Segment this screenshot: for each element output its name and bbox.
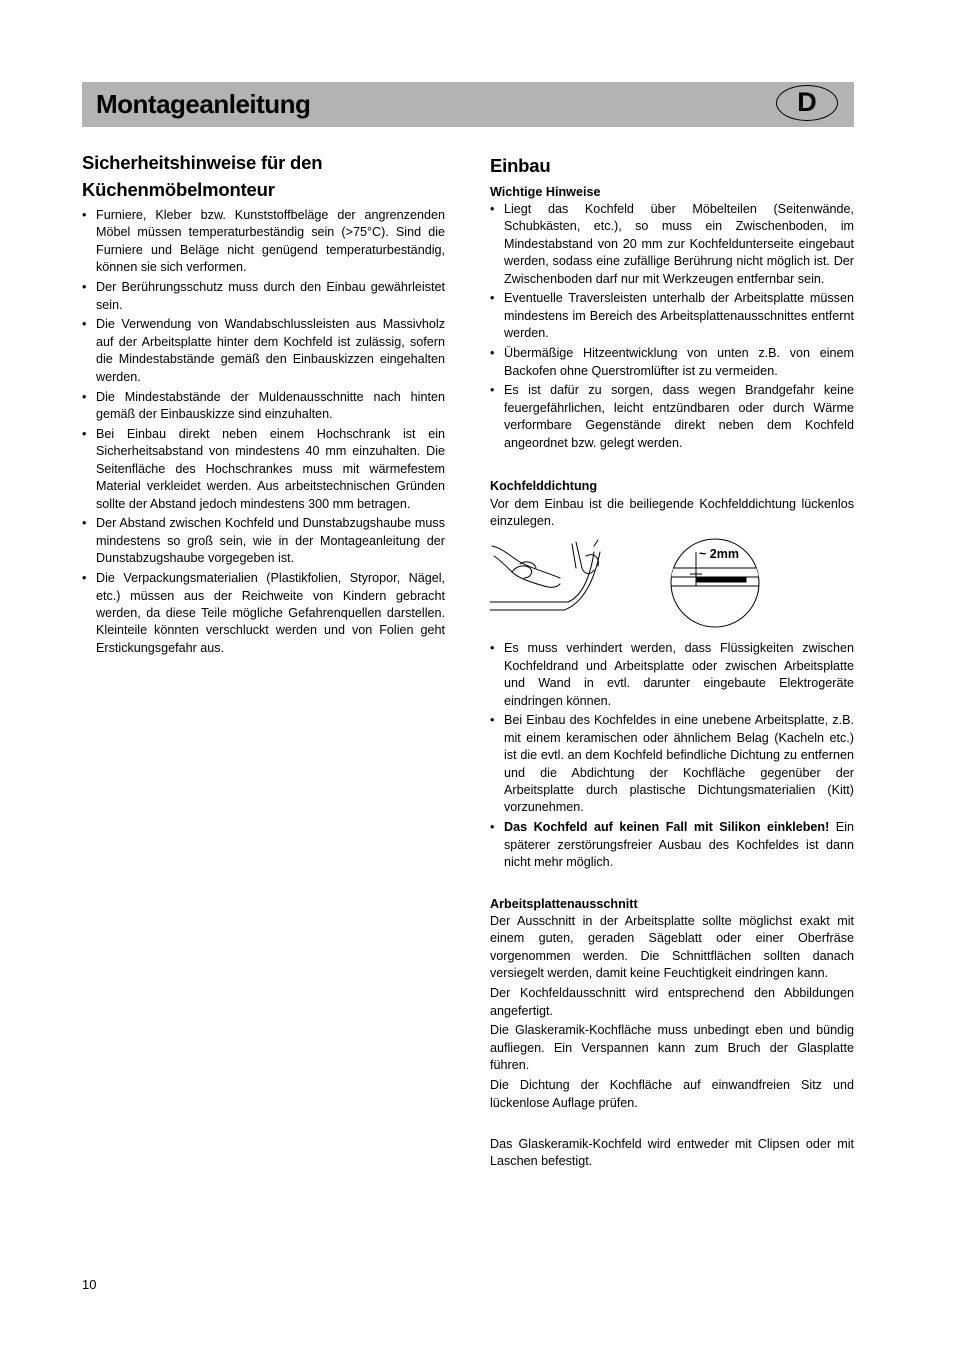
list-item [490, 819, 854, 871]
paragraph: Der Kochfeldausschnitt wird entsprechend den Abbildungen angefertigt. [490, 986, 854, 1018]
list-item: • Es ist dafür zu sorgen, dass wegen Brandgefahr keine feuergefährlichen, leicht entzündbaren oder durch Wärme verformbare Gegenstände direkt neben dem Kochfeld angeordnet bzw. gelegt werden. [490, 382, 854, 452]
list-item: • Bei Einbau des Kochfeldes in eine unebene Arbeitsplatte, z.B. mit einem keramischen oder ähnlichem Belag (Kacheln etc.) ist die evtl. an dem Kochfeld befindliche Dichtung zu entfernen und die Abdichtung der Kochfläche gegenüber der Arbeitsplatte durch plastische Dichtungsmaterialien (Kitt) vorzunehmen. [490, 712, 854, 816]
safety-heading: Sicherheitshinweise für den Küchenmöbelmonteur [82, 152, 323, 200]
silicone-warning-detail: Ein späterer zerstörungsfreier Ausbau des Kochfeldes ist dann nicht mehr möglich. [504, 820, 854, 870]
header-bar [82, 82, 854, 127]
list-item: • Der Abstand zwischen Kochfeld und Dunstabzugshaube muss mindestens so groß sein, wie in der Montageanleitung der Dunstabzugshaube vorgegeben ist. [82, 515, 445, 567]
safety-list [82, 207, 445, 657]
list-item: • Furniere, Kleber bzw. Kunststoffbeläge der angrenzenden Möbel müssen temperaturbeständig sein (>75°C). Sind die Furniere und Beläge nicht genügend temperaturbeständig, können sie sich verformen. [82, 207, 445, 277]
wichtige-hinweise-list [490, 201, 854, 452]
list-item: • Übermäßige Hitzeentwicklung von unten z.B. von einem Backofen ohne Querstromlüfter ist zu vermeiden. [490, 345, 854, 380]
list-item: • Die Verwendung von Wandabschlussleisten aus Massivholz auf der Arbeitsplatte hinter dem Kochfeld ist zulässig, sofern die Mindestabstände gemäß den Einbauskizzen eingehalten werden. [82, 316, 445, 386]
arbeitsplattenausschnitt-subheading: Arbeitsplattenausschnitt [490, 896, 638, 911]
paragraph: Der Ausschnitt in der Arbeitsplatte sollte möglichst exakt mit einem guten, geraden Sägeblatt oder einer Oberfräse vorgenommen werden. Die Schnittflächen sollten danach versiegelt werden, damit keine Feuchtigkeit eindringen kann. [490, 914, 854, 981]
kochfelddichtung-intro: Vor dem Einbau ist die beiliegende Kochfelddichtung lückenlos einzulegen. [490, 496, 854, 528]
mounting-note: Das Glaskeramik-Kochfeld wird entweder mit Clipsen oder mit Laschen befestigt. [490, 1136, 854, 1169]
list-item: • Die Mindestabstände der Muldenausschnitte nach hinten gemäß der Einbauskizze sind einzuhalten. [82, 389, 445, 424]
left-column [82, 150, 445, 660]
paragraph: Die Dichtung der Kochfläche auf einwandfreien Sitz und lückenlose Auflage prüfen. [490, 1078, 854, 1110]
gasket-insertion-illustration [490, 538, 610, 622]
silicone-warning: Das Kochfeld auf keinen Fall mit Silikon einkleben! [504, 820, 830, 835]
list-item: • Die Verpackungsmaterialien (Plastikfolien, Styropor, Nägel, etc.) müssen aus der Reichweite von Kindern gebracht werden, da diese Teile mögliche Gefahrenquellen darstellen. Kleinteile könnten verschluckt werden und von Folien geht Erstickungsgefahr aus. [82, 570, 445, 657]
page-title: Montageanleitung [96, 89, 311, 119]
list-item: • Der Berührungsschutz muss durch den Einbau gewährleistet sein. [82, 279, 445, 314]
right-column [490, 150, 854, 1173]
list-item: • Eventuelle Traversleisten unterhalb der Arbeitsplatte müssen mindestens im Bereich des Arbeitsplattenausschnittes entfernt werden. [490, 290, 854, 342]
list-item: • Es muss verhindert werden, dass Flüssigkeiten zwischen Kochfeldrand und Arbeitsplatte oder zwischen Arbeitsplatte und Wand in evtl. darunter eingebaute Elektrogeräte eindringen können. [490, 640, 854, 710]
language-badge: D [776, 85, 838, 121]
list-item: • Bei Einbau direkt neben einem Hochschrank ist ein Sicherheitsabstand von mindestens 40 mm einzuhalten. Die Seitenfläche des Hochschrankes muss mit wärmefestem Material verkleidet werden. Aus arbeitstechnischen Gründen sollte der Abstand jedoch mindestens 300 mm betragen. [82, 426, 445, 513]
paragraph: Die Glaskeramik-Kochfläche muss unbedingt eben und bündig aufliegen. Ein Verspannen kann zum Bruch der Glasplatte führen. [490, 1023, 854, 1073]
gap-size-label: ~ 2mm [699, 547, 739, 562]
gasket-illustrations [490, 538, 854, 634]
wichtige-hinweise-subheading: Wichtige Hinweise [490, 184, 601, 199]
kochfelddichtung-subheading: Kochfelddichtung [490, 479, 598, 494]
einbau-heading: Einbau [490, 155, 551, 176]
list-item: • Liegt das Kochfeld über Möbelteilen (Seitenwände, Schubkästen, etc.), so muss ein Zwischenboden, im Mindestabstand von 20 mm zur Kochfeldunterseite eingebaut werden, sodass eine zufällige Berührung nicht möglich ist. Der Zwischenboden darf nur mit Werkzeugen entfernbar sein. [490, 201, 854, 288]
page-number: 10 [82, 1277, 97, 1292]
kochfelddichtung-list [490, 640, 854, 871]
